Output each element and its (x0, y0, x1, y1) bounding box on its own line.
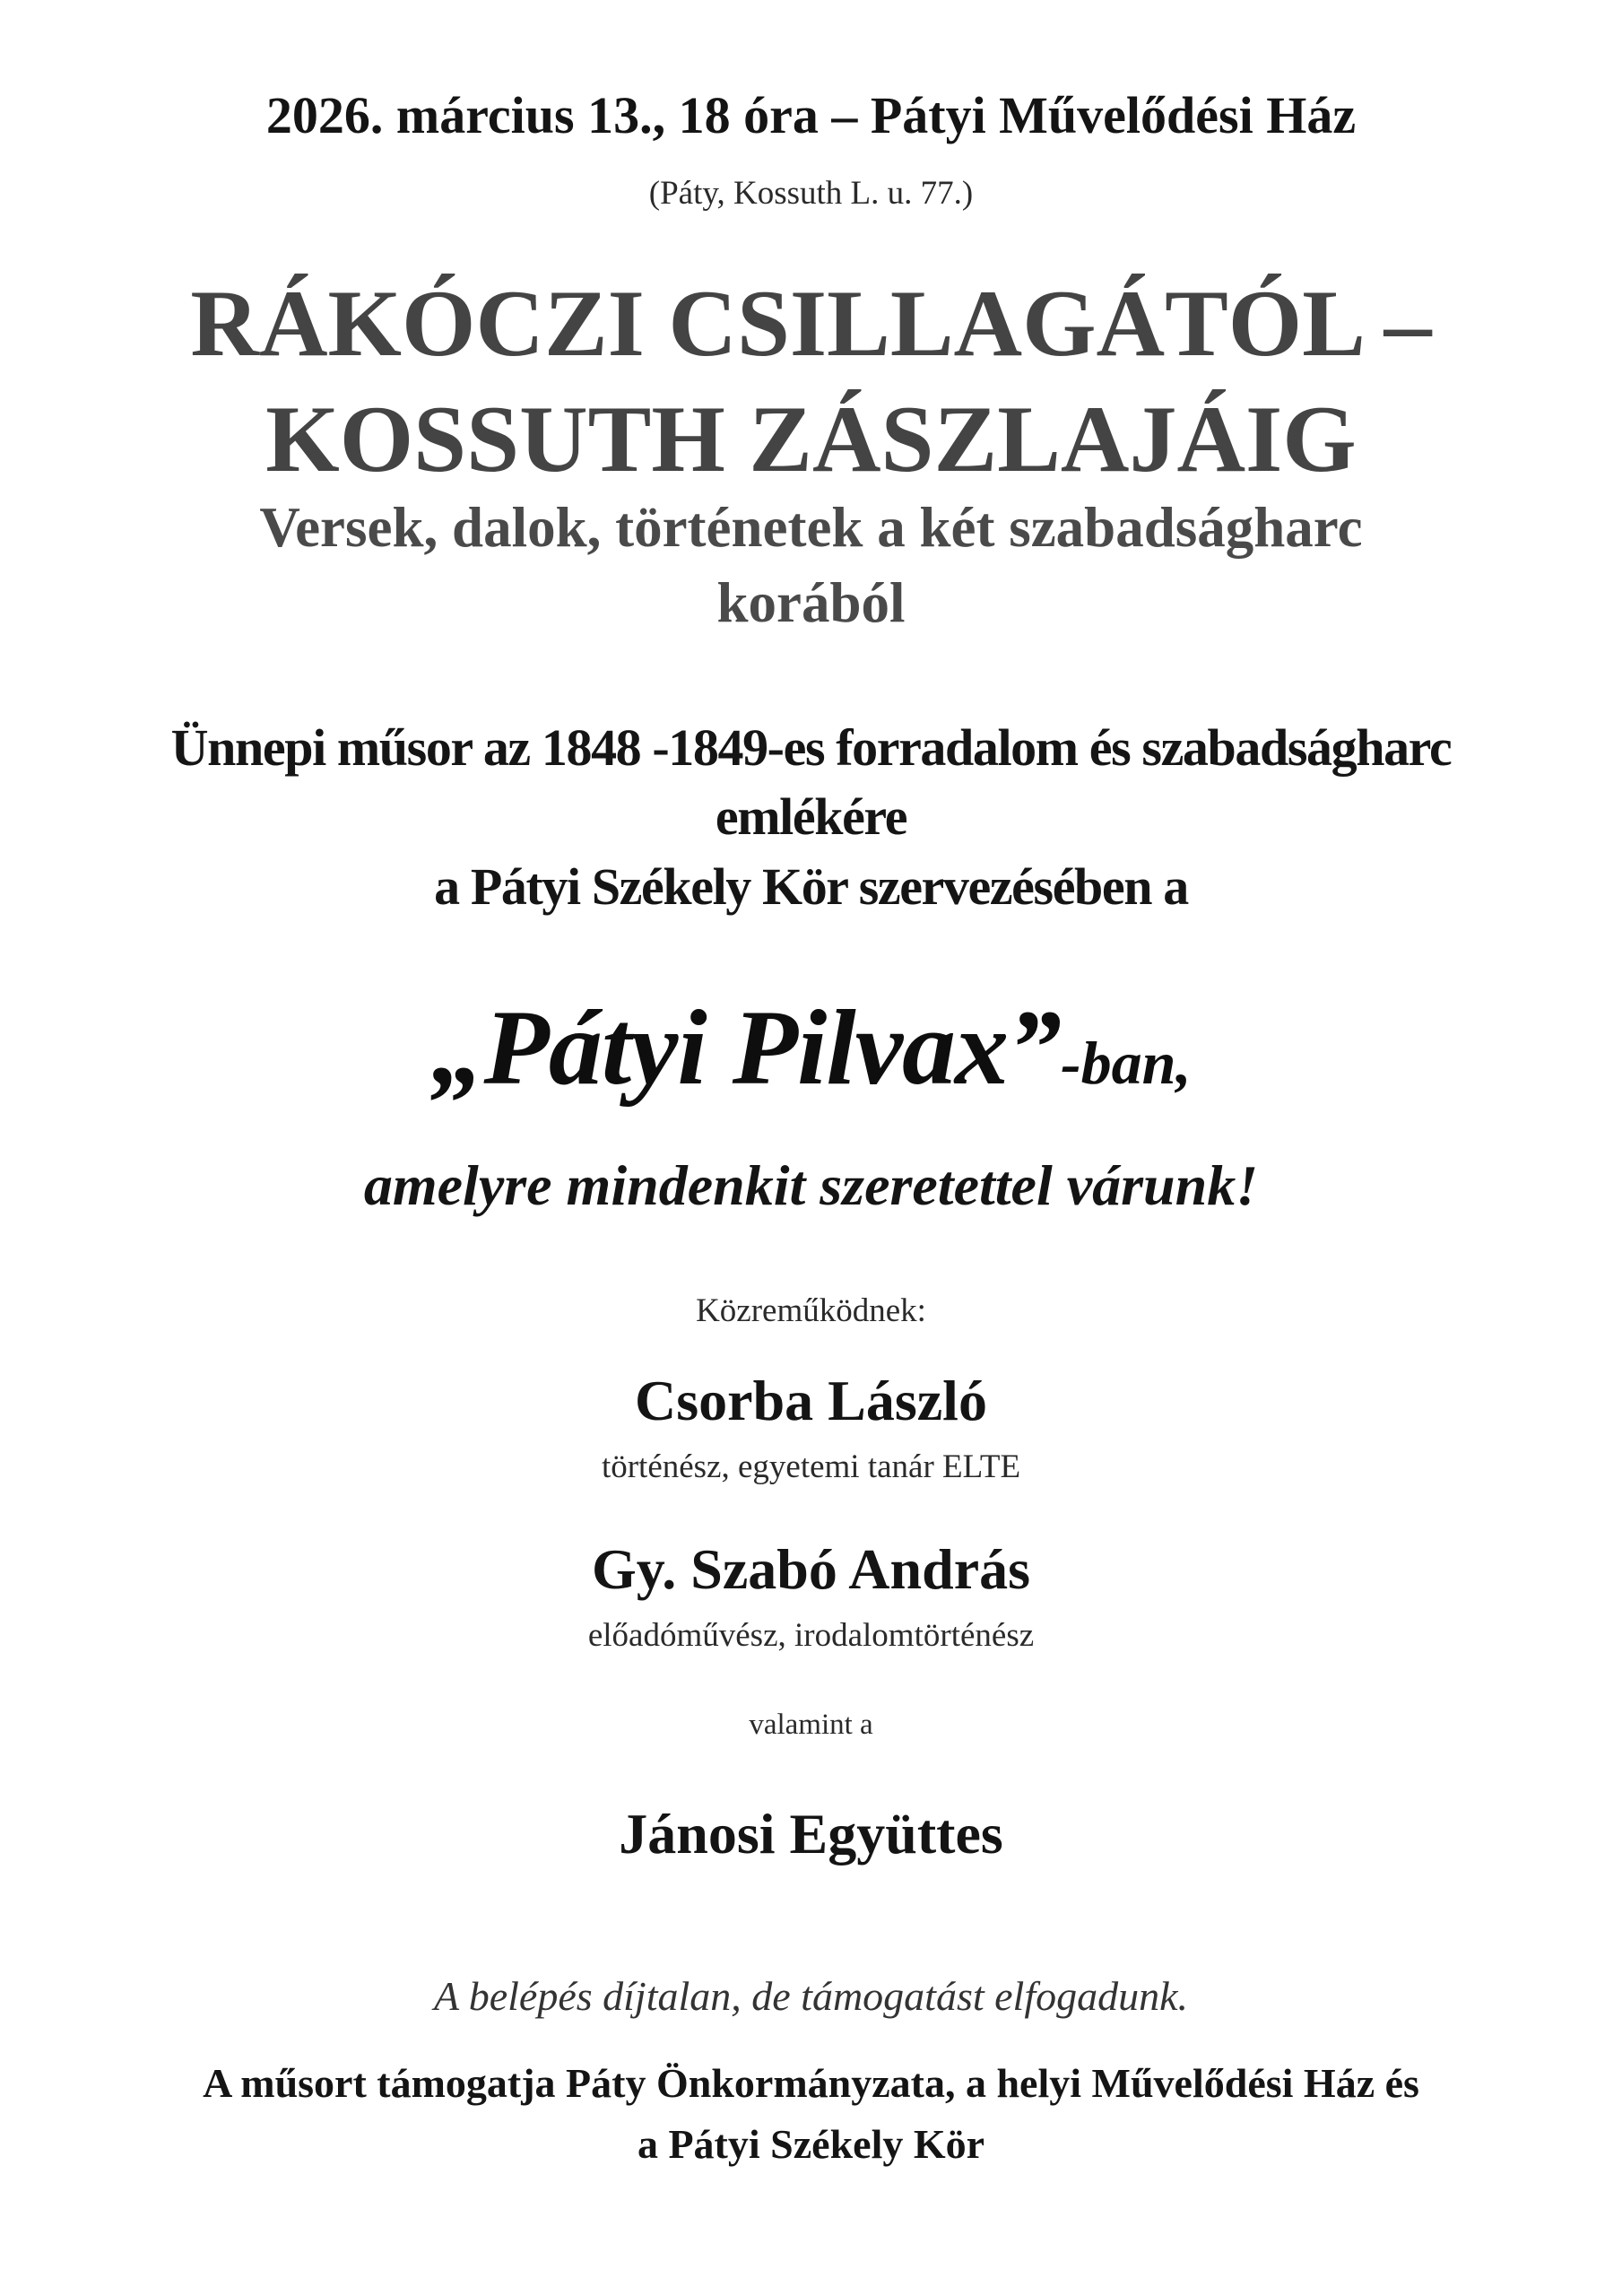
venue-name-suffix: -ban, (1061, 1029, 1192, 1097)
venue-name-main: „Pátyi Pilvax” (430, 987, 1061, 1107)
also-label: valamint a (749, 1709, 873, 1741)
entry-note: A belépés díjtalan, de támogatást elfogadunk. (433, 1973, 1189, 2019)
venue-name (0, 987, 1622, 1107)
event-address: (Páty, Kossuth L. u. 77.) (648, 175, 974, 212)
intro-line-3: a Pátyi Székely Kör szervezésében a (434, 857, 1188, 916)
ensemble-name: Jánosi Együttes (619, 1802, 1003, 1866)
subtitle-line-2: korából (716, 571, 906, 634)
contributors-label: Közreműködnek: (696, 1292, 926, 1329)
title-line-2: KOSSUTH ZÁSZLAJÁIG (265, 387, 1357, 491)
subtitle-line-1: Versek, dalok, történetek a két szabadságharc (259, 496, 1363, 559)
intro-line-1: Ünnepi műsor az 1848 -1849-es forradalom és szabadságharc (170, 718, 1452, 777)
event-date-venue: 2026. március 13., 18 óra – Pátyi Művelődési Ház (265, 86, 1357, 144)
contributor-name: Csorba László (635, 1369, 987, 1432)
contributor-name: Gy. Szabó András (591, 1537, 1031, 1601)
welcome-message: amelyre mindenkit szeretettel várunk! (363, 1153, 1259, 1217)
support-line-2: a Pátyi Székely Kör (637, 2121, 985, 2167)
support-line-1: A műsort támogatja Páty Önkormányzata, a helyi Művelődési Ház és (203, 2060, 1419, 2106)
contributor-role: előadóművész, irodalomtörténész (587, 1617, 1035, 1654)
intro-line-2: emlékére (715, 787, 907, 846)
title-line-1: RÁKÓCZI CSILLAGÁTÓL – (190, 271, 1432, 376)
contributor-role: történész, egyetemi tanár ELTE (601, 1448, 1021, 1485)
